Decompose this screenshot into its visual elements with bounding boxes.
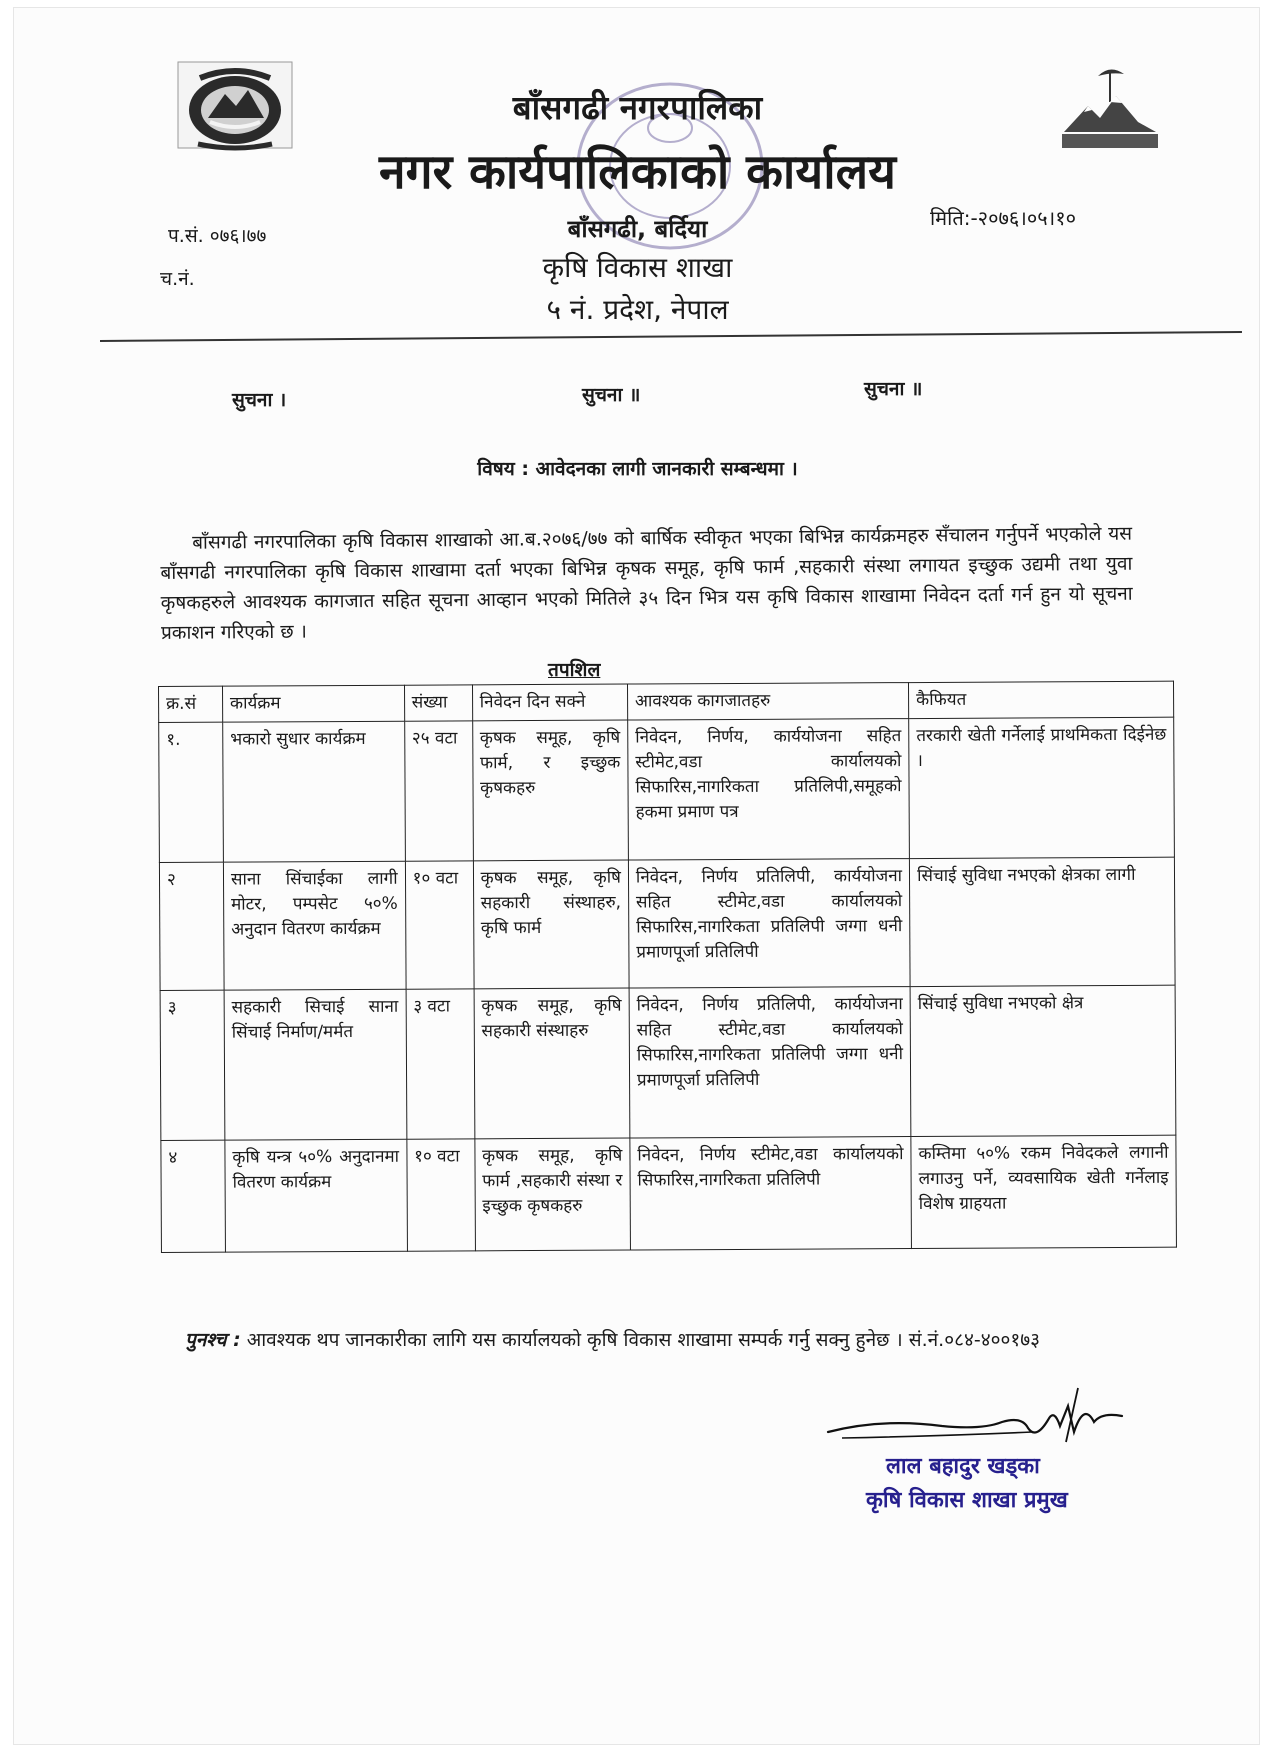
reference-number: प.सं. ०७६।७७ [168,225,267,247]
cell-remarks: कम्तिमा ५०% रकम निवेदकले लगानी लगाउनु पर्ने, व्यवसायिक खेती गर्नेलाइ विशेष ग्राहयता [911,1135,1177,1248]
cell-serial: ४ [161,1140,226,1252]
cell-eligible: कृषक समूह, कृषि फार्म ,सहकारी संस्था र इच्छुक कृषकहरु [474,1138,630,1251]
header-required-documents: आवश्यक कागजातहरु [627,683,908,720]
cell-program: सहकारी सिचाई साना सिंचाई निर्माण/मर्मत [224,989,406,1140]
cell-remarks: तरकारी खेती गर्नेलाई प्राथमिकता दिईनेछ । [909,717,1175,858]
header-remarks: कैफियत [909,681,1174,718]
issue-date: मिति:-२०७६।०५।१० [930,206,1077,230]
cell-program: साना सिंचाईका लागी मोटर, पम्पसेट ५०% अनुदान वितरण कार्यक्रम [223,861,405,990]
postscript [185,1324,1165,1356]
notice-heading-2: सुचना ॥ [582,384,641,406]
cell-quantity: १० वटा [405,861,474,989]
table-title: तपशिल [548,659,601,681]
province-name: ५ नं. प्रदेश, नेपाल [546,293,729,326]
postscript-text: आवश्यक थप जानकारीका लागि यस कार्यालयको कृषि विकास शाखामा सम्पर्क गर्नु सक्नु हुनेछ । सं.नं.०८४-४००१७३ [246,1329,1040,1351]
cell-eligible: कृषक समूह, कृषि फार्म, र इच्छुक कृषकहरु [472,720,628,861]
table-row [161,1135,1177,1252]
cell-quantity: १० वटा [406,1139,475,1251]
table-header-row [159,681,1174,722]
cell-documents: निवेदन, निर्णय प्रतिलिपी, कार्ययोजना सहित स्टीमेट,वडा कार्यालयको सिफारिस,नागरिकता प्रतिलिपी जग्गा धनी प्रमाणपूर्जा प्रतिलिपी [628,859,910,988]
cell-documents: निवेदन, निर्णय, कार्ययोजना सहित स्टीमेट,वडा कार्यालयको सिफारिस,नागरिकता प्रतिलिपी,समूहको हकमा प्रमाण पत्र [628,719,910,860]
cell-eligible: कृषक समूह, कृषि सहकारी संस्थाहरु, कृषि फार्म [473,860,629,989]
cell-remarks: सिंचाई सुविधा नभएको क्षेत्रका लागी [909,857,1175,986]
cell-serial: १. [159,722,224,862]
cell-eligible: कृषक समूह, कृषि सहकारी संस्थाहरु [474,988,630,1139]
cell-documents: निवेदन, निर्णय प्रतिलिपी, कार्ययोजना सहित स्टीमेट,वडा कार्यालयको सिफारिस,नागरिकता प्रतिलिपी जग्गा धनी प्रमाणपूर्जा प्रतिलिपी [629,987,911,1138]
cell-quantity: ३ वटा [406,989,475,1139]
cell-program: कृषि यन्त्र ५०% अनुदानमा वितरण कार्यक्रम [225,1139,407,1252]
signature-icon [822,1382,1142,1456]
cell-documents: निवेदन, निर्णय स्टीमेट,वडा कार्यालयको सिफारिस,नागरिकता प्रतिलिपी [630,1137,912,1250]
cell-quantity: २५ वटा [404,721,473,861]
signatory-title: कृषि विकास शाखा प्रमुख [866,1488,1068,1513]
header-eligible-applicants: निवेदन दिन सक्ने [472,684,627,721]
office-location: बाँसगढी, बर्दिया [567,215,708,243]
cell-serial: ३ [160,990,225,1140]
header-quantity: संख्या [404,685,472,721]
table-row [159,857,1175,990]
cell-program: भकारो सुधार कार्यक्रम [223,721,405,862]
notice-body: बाँसगढी नगरपालिका कृषि विकास शाखाको आ.ब.२०७६/७७ को बार्षिक स्वीकृत भएका बिभिन्न कार्यक्रमहरु सँचालन गर्नुपर्ने भएकोले यस बाँसगढी नगरपालिका कृषि विकास शाखामा दर्ता भएका बिभिन्न कृषक समूह, कृषि फार्म ,सहकारी संस्था लगायत इच्छुक उद्यमी तथा युवा कृषकहरुले आवश्यक कागजात सहित सूचना आव्हान भएको मितिले ३५ दिन भित्र यस कृषि विकास शाखामा निवेदन दर्ता गर्न हुन यो सूचना प्रकाशन गरिएको छ । [160,522,1133,644]
dispatch-number: च.नं. [160,268,195,290]
cell-serial: २ [159,862,224,990]
table-row [160,985,1176,1140]
notice-heading-1: सुचना । [232,389,287,411]
cell-remarks: सिंचाई सुविधा नभएको क्षेत्र [910,985,1176,1136]
program-table [158,681,1177,1253]
table-row [159,717,1175,862]
postscript-label: पुनश्च : [185,1329,241,1351]
header-program: कार्यक्रम [222,685,404,722]
municipality-name: बाँसगढी नगरपालिका [512,88,763,127]
office-name: नगर कार्यपालिकाको कार्यालय [378,144,897,200]
signatory-name: लाल बहादुर खड्का [886,1454,1040,1479]
notice-heading-3: सुचना ॥ [864,378,923,400]
subject-line: विषय : आवेदनका लागी जानकारी सम्बन्धमा । [477,458,798,480]
branch-name: कृषि विकास शाखा [542,251,733,284]
header-serial: क्र.सं [159,686,223,722]
